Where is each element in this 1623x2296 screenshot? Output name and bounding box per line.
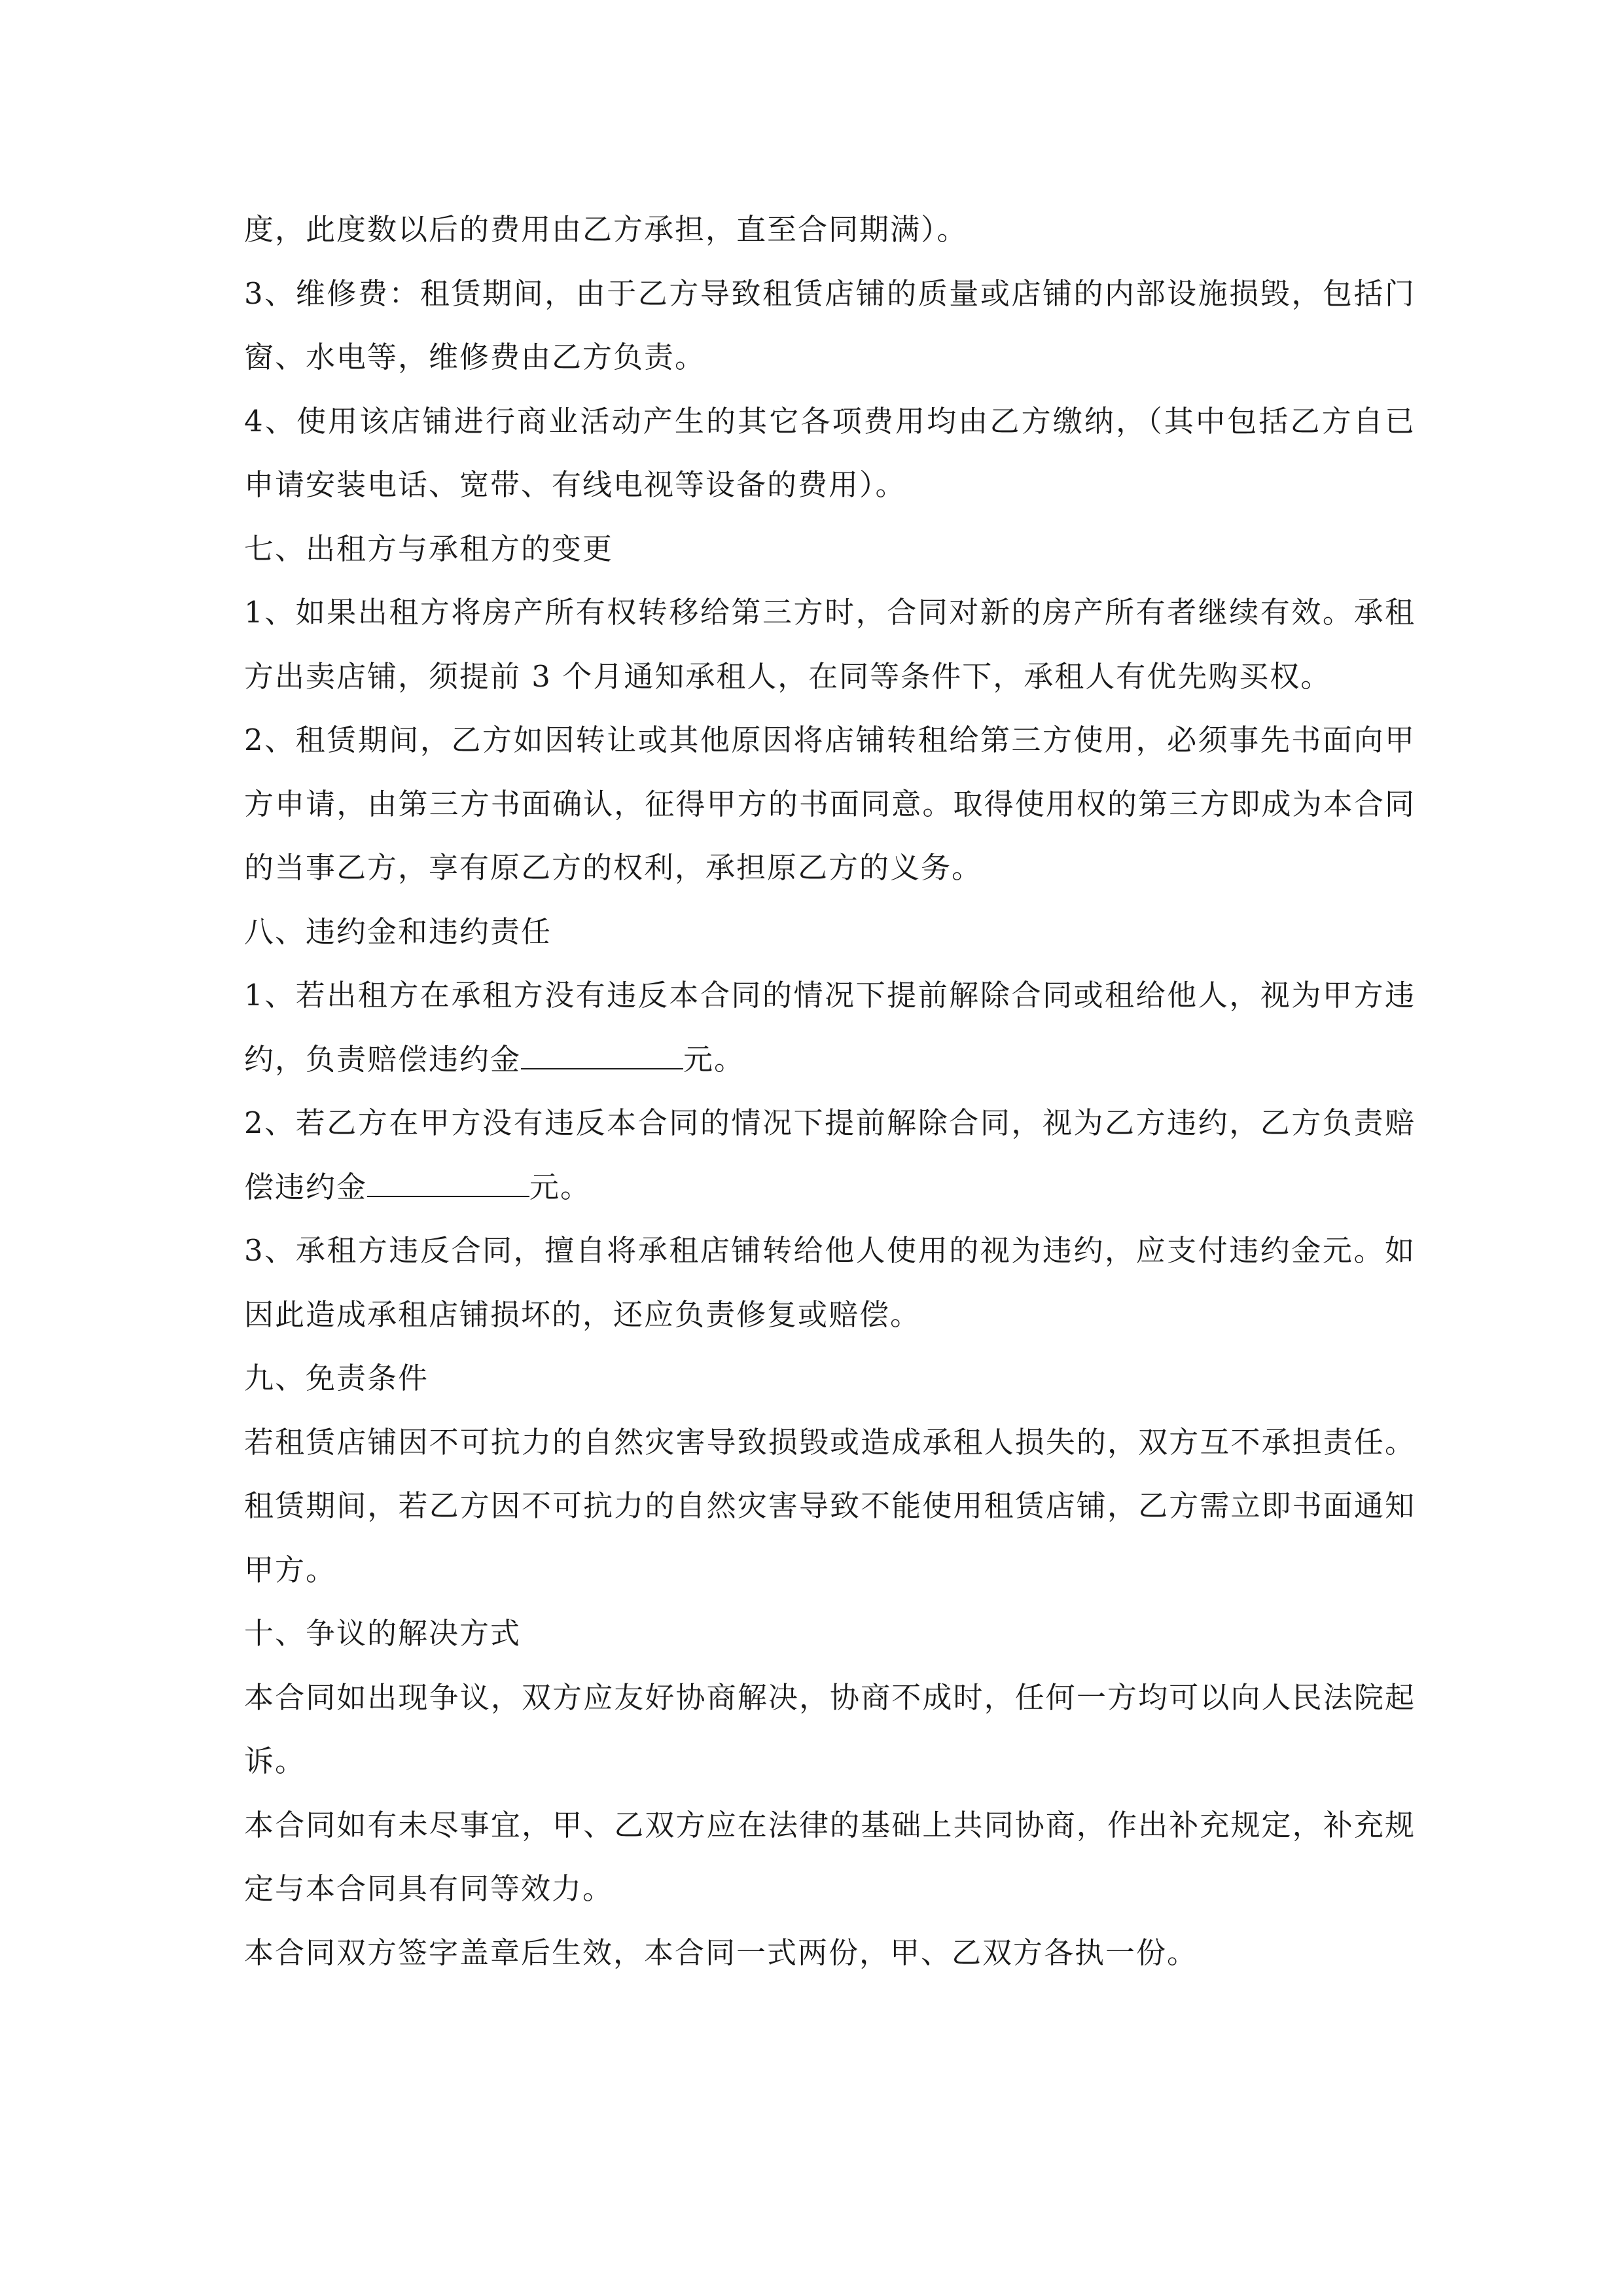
paragraph-penalty-lessee: [244, 1091, 1416, 1219]
paragraph-electricity-fee-end: 度，此度数以后的费用由乙方承担，直至合同期满）。: [244, 212, 968, 247]
paragraph-sublease: 2、租赁期间，乙方如因转让或其他原因将店铺转租给第三方使用，必须事先书面向甲方申请，由第三方书面确认，征得甲方的书面同意。取得使用权的第三方即成为本合同的当事乙方，享有原乙方的权利，承担原乙方的义务。: [244, 723, 1416, 885]
penalty-amount-blank-2[interactable]: [367, 1170, 529, 1197]
penalty-lessor-text: 1、若出租方在承租方没有违反本合同的情况下提前解除合同或租给他人，视为甲方违约，负责赔偿违约金: [244, 978, 1416, 1077]
paragraph-penalty-lessor: [244, 963, 1416, 1091]
section-heading-dispute: 十、争议的解决方式: [244, 1616, 522, 1651]
paragraph-dispute-resolution: 本合同如出现争议，双方应友好协商解决，协商不成时，任何一方均可以向人民法院起诉。: [244, 1679, 1416, 1778]
paragraph-ownership-transfer: 1、如果出租方将房产所有权转移给第三方时，合同对新的房产所有者继续有效。承租方出卖店铺，须提前 3 个月通知承租人，在同等条件下，承租人有优先购买权。: [244, 595, 1416, 694]
penalty-amount-blank-1[interactable]: [521, 1042, 683, 1069]
section-heading-party-change: 七、出租方与承租方的变更: [244, 531, 614, 566]
section-heading-penalty: 八、违约金和违约责任: [244, 914, 552, 949]
penalty-lessor-unit: 元。: [683, 1041, 745, 1077]
paragraph-force-majeure: 若租赁店铺因不可抗力的自然灾害导致损毁或造成承租人损失的，双方互不承担责任。租赁期间，若乙方因不可抗力的自然灾害导致不能使用租赁店铺，乙方需立即书面通知甲方。: [244, 1424, 1416, 1587]
paragraph-unauthorized-transfer: 3、承租方违反合同，擅自将承租店铺转给他人使用的视为违约，应支付违约金元。如因此造成承租店铺损坏的，还应负责修复或赔偿。: [244, 1233, 1416, 1332]
paragraph-other-fees: 4、使用该店铺进行商业活动产生的其它各项费用均由乙方缴纳，（其中包括乙方自已申请安装电话、宽带、有线电视等设备的费用）。: [244, 403, 1416, 502]
paragraph-effectiveness: 本合同双方签字盖章后生效，本合同一式两份，甲、乙双方各执一份。: [244, 1935, 1198, 1970]
paragraph-maintenance-fee: 3、维修费：租赁期间，由于乙方导致租赁店铺的质量或店铺的内部设施损毁，包括门窗、水电等，维修费由乙方负责。: [244, 276, 1416, 374]
paragraph-supplementary: 本合同如有未尽事宜，甲、乙双方应在法律的基础上共同协商，作出补充规定，补充规定与本合同具有同等效力。: [244, 1807, 1416, 1906]
penalty-lessee-text: 2、若乙方在甲方没有违反本合同的情况下提前解除合同，视为乙方违约，乙方负责赔偿违约金: [244, 1105, 1416, 1204]
penalty-lessee-unit: 元。: [529, 1169, 592, 1204]
document-body: [244, 198, 1416, 1984]
section-heading-exemption: 九、免责条件: [244, 1361, 429, 1395]
